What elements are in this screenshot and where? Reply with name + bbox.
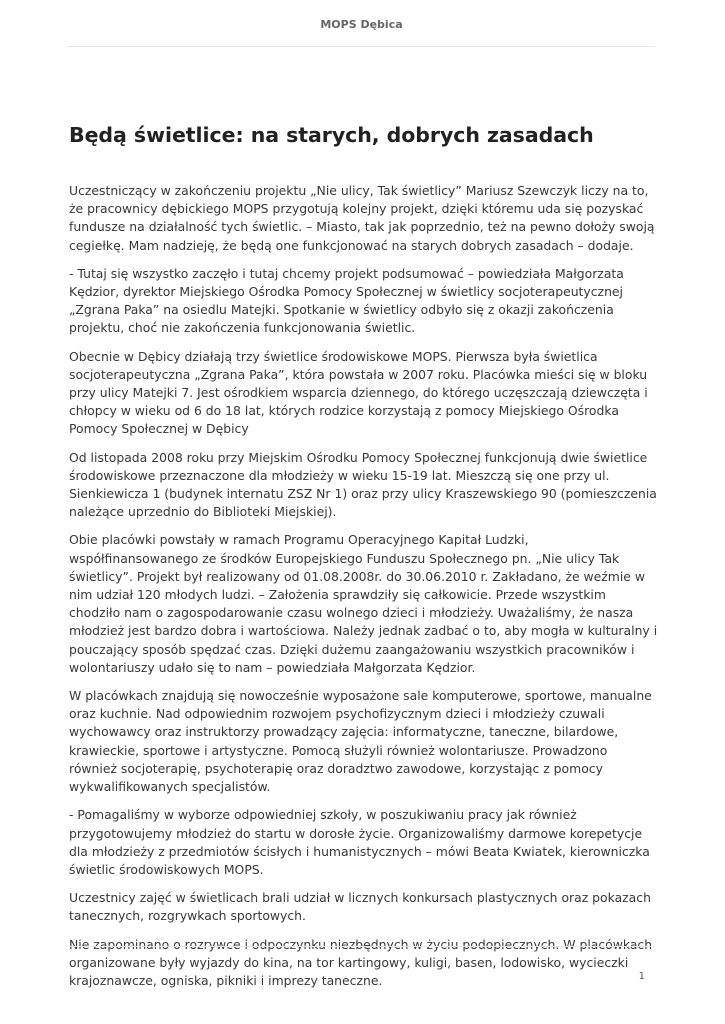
site-name: MOPS Dębica (320, 18, 403, 31)
article-paragraph: Uczestniczący w zakończeniu projektu „Nie ulicy, Tak świetlicy” Mariusz Szewczyk liczy na to, że pracownicy dębickiego MOPS przygotują kolejny projekt, dzięki któremu uda się pozyskać fundusze na działalność tych świetlic. – Miasto, tak jak poprzednio, też na pewno dołoży swoją cegiełkę. Mam nadzieję, że będą one funkcjonować na starych dobrych zasadach – dodaje. (69, 183, 655, 253)
article-paragraph: Od listopada 2008 roku przy Miejskim Ośrodku Pomocy Społecznej funkcjonują dwie świetlice środowiskowe przeznaczone dla młodzieży w wieku 15-19 lat. Mieszczą się one przy ul. Sienkiewicza 1 (budynek internatu ZSZ Nr 1) oraz przy ulicy Kraszewskiego 90 (pomieszczenia należące uprzednio do Biblioteki Miejskiej). (69, 449, 657, 520)
page-number: 1 (638, 971, 645, 982)
article-body (69, 182, 659, 990)
article-paragraph: Nie zapominano o rozrywce i odpoczynku niezbędnych w życiu podopiecznych. W placówkach organizowane były wyjazdy do kina, na tor kartingowy, kuligi, basen, lodowisko, wycieczki krajoznawcze, ogniska, pikniki i imprezy taneczne. (69, 936, 653, 988)
article-paragraph: - Tutaj się wszystko zaczęło i tutaj chcemy projekt podsumować – powiedziała Małgorzata Kędzior, dyrektor Miejskiego Ośrodka Pomocy Społecznej w świetlicy socjoterapeutycznej „Zgrana Paka” na osiedlu Matejki. Spotkanie w świetlicy odbyło się z okazji zakończenia projektu, choć nie zakończenia funkcjonowania świetlic. (69, 265, 624, 336)
article-paragraph: Obie placówki powstały w ramach Programu Operacyjnego Kapitał Ludzki, współfinansowanego ze środków Europejskiego Funduszu Społecznego pn. „Nie ulicy Tak świetlicy”. Projekt był realizowany od 01.08.2008r. do 30.06.2010 r. Zakładano, że weźmie w nim udział 120 młodych ludzi. – Założenia sprawdziły się całkowicie. Przede wszystkim chodziło nam o zagospodarowanie czasu wolnego dzieci i młodzieży. Uważaliśmy, że nasza młodzież jest bardzo dobra i wartościowa. Należy jednak zadbać o to, aby mogła w kulturalny i pouczający sposób spędzać czas. Dzięki dużemu zaangażowaniu wszystkich pracowników i wolontariuszy udało się to nam – powiedziała Małgorzata Kędzior. (69, 532, 658, 675)
article-paragraph: W placówkach znajdują się nowocześnie wyposażone sale komputerowe, sportowe, manualne oraz kuchnie. Nad odpowiednim rozwojem psychofizycznym dzieci i młodzieży czuwali wychowawcy oraz instruktorzy prowadzący zajęcia: informatyczne, taneczne, bilardowe, krawieckie, sportowe i artystyczne. Pomocą służyli również wolontariusze. Prowadzono również socjoterapię, psychoterapię oraz doradztwo zawodowe, korzystając z pomocy wykwalifikowanych specjalistów. (69, 688, 652, 795)
article-paragraph: - Pomagaliśmy w wyborze odpowiedniej szkoły, w poszukiwaniu pracy jak również przygotowujemy młodzież do startu w dorosłe życie. Organizowaliśmy darmowe korepetycje dla młodzieży z przedmiotów ścisłych i humanistycznych – mówi Beata Kwiatek, kierowniczka świetlic środowiskowych MOPS. (69, 807, 650, 877)
article-title: Będą świetlice: na starych, dobrych zasadach (69, 123, 594, 147)
article (69, 120, 659, 1000)
article-paragraph: Obecnie w Dębicy działają trzy świetlice środowiskowe MOPS. Pierwsza była świetlica socjoterapeutyczna „Zgrana Paka”, która powstała w 2007 roku. Placówka mieści się w bloku przy ulicy Matejki 7. Jest ośrodkiem wsparcia dziennego, do którego uczęszczają dziewczęta i chłopcy w wieku od 6 do 18 lat, których rodzice korzystają z pomocy Miejskiego Ośrodka Pomocy Społecznej w Dębicy (69, 348, 648, 437)
page-header (68, 0, 655, 47)
article-paragraph: Uczestnicy zajęć w świetlicach brali udział w licznych konkursach plastycznych oraz pokazach tanecznych, rozgrywkach sportowych. (69, 890, 651, 924)
